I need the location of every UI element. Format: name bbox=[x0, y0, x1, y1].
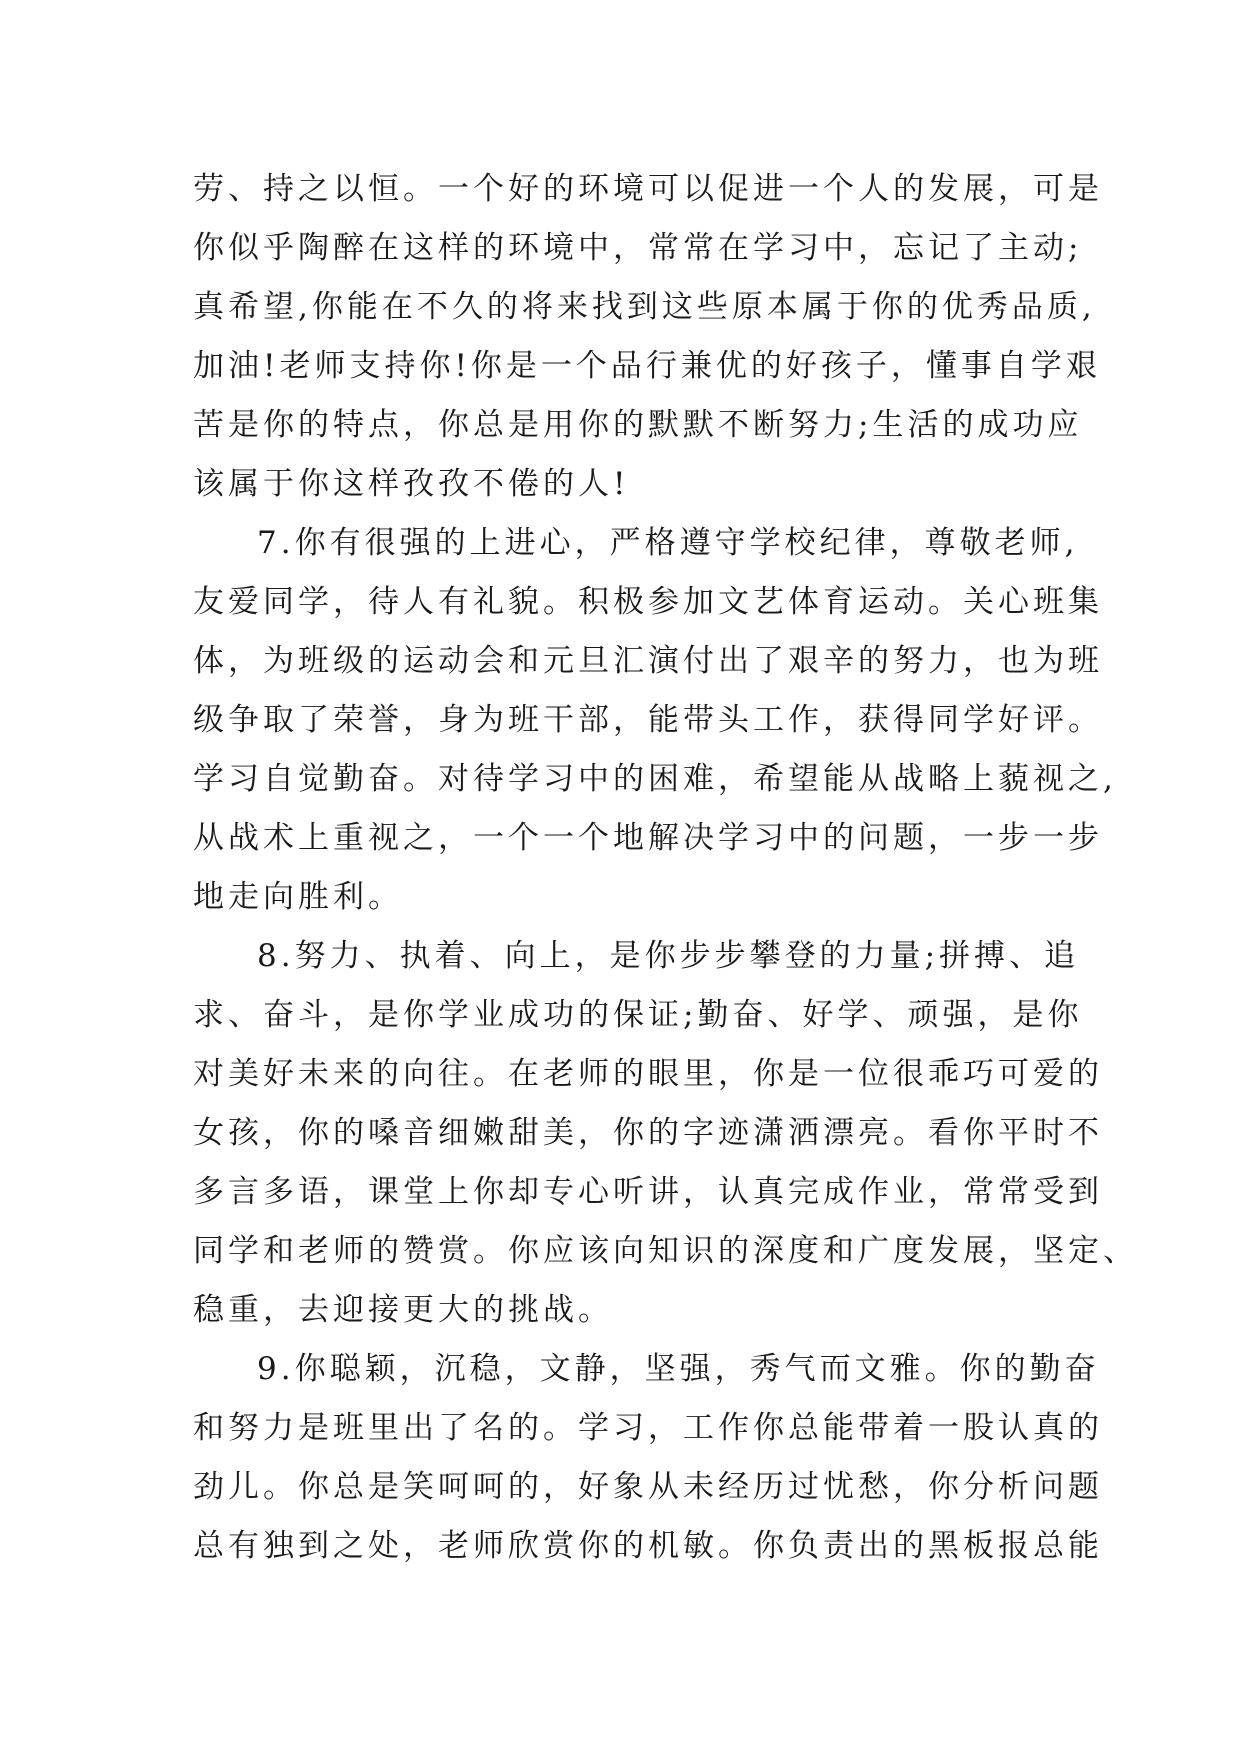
text-line: 同学和老师的赞赏。你应该向知识的深度和广度发展，坚定、 bbox=[193, 1233, 1138, 1269]
text-line: 劲儿。你总是笑呵呵的，好象从未经历过忧愁，你分析问题 bbox=[193, 1469, 1103, 1505]
text-line: 总有独到之处，老师欣赏你的机敏。你负责出的黑板报总能 bbox=[193, 1528, 1103, 1564]
text-line: 苦是你的特点，你总是用你的默默不断努力;生活的成功应 bbox=[193, 407, 1083, 443]
text-line: 友爱同学，待人有礼貌。积极参加文艺体育运动。关心班集 bbox=[193, 584, 1103, 620]
text-line: 级争取了荣誉，身为班干部，能带头工作，获得同学好评。 bbox=[193, 702, 1103, 738]
text-line: 和努力是班里出了名的。学习，工作你总能带着一股认真的 bbox=[193, 1410, 1103, 1446]
text-line: 劳、持之以恒。一个好的环境可以促进一个人的发展，可是 bbox=[193, 171, 1103, 207]
text-line: 求、奋斗，是你学业成功的保证;勤奋、好学、顽强，是你 bbox=[193, 997, 1083, 1033]
text-line: 你似乎陶醉在这样的环境中，常常在学习中，忘记了主动; bbox=[193, 230, 1083, 266]
text-line: 多言多语，课堂上你却专心听讲，认真完成作业，常常受到 bbox=[193, 1174, 1103, 1210]
text-line: 从战术上重视之，一个一个地解决学习中的问题，一步一步 bbox=[193, 820, 1103, 856]
text-line: 学习自觉勤奋。对待学习中的困难，希望能从战略上藐视之, bbox=[193, 761, 1117, 797]
document-body bbox=[193, 160, 1138, 1576]
text-line: 该属于你这样孜孜不倦的人! bbox=[193, 466, 630, 502]
text-line: 稳重，去迎接更大的挑战。 bbox=[193, 1292, 613, 1328]
text-line: 女孩，你的嗓音细嫩甜美，你的字迹潇洒漂亮。看你平时不 bbox=[193, 1115, 1103, 1151]
paragraph-8-first-line: 8.努力、执着、向上，是你步步攀登的力量;拼搏、追 bbox=[257, 938, 1080, 974]
text-line: 真希望,你能在不久的将来找到这些原本属于你的优秀品质, bbox=[193, 289, 1096, 325]
text-line: 对美好未来的向往。在老师的眼里，你是一位很乖巧可爱的 bbox=[193, 1056, 1103, 1092]
text-line: 地走向胜利。 bbox=[193, 879, 403, 915]
text-line: 体，为班级的运动会和元旦汇演付出了艰辛的努力，也为班 bbox=[193, 643, 1103, 679]
paragraph-7-first-line: 7.你有很强的上进心，严格遵守学校纪律，尊敬老师, bbox=[257, 525, 1079, 561]
text-line: 加油!老师支持你!你是一个品行兼优的好孩子，懂事自学艰 bbox=[193, 348, 1101, 384]
paragraph-9-first-line: 9.你聪颖，沉稳，文静，坚强，秀气而文雅。你的勤奋 bbox=[257, 1351, 1100, 1387]
